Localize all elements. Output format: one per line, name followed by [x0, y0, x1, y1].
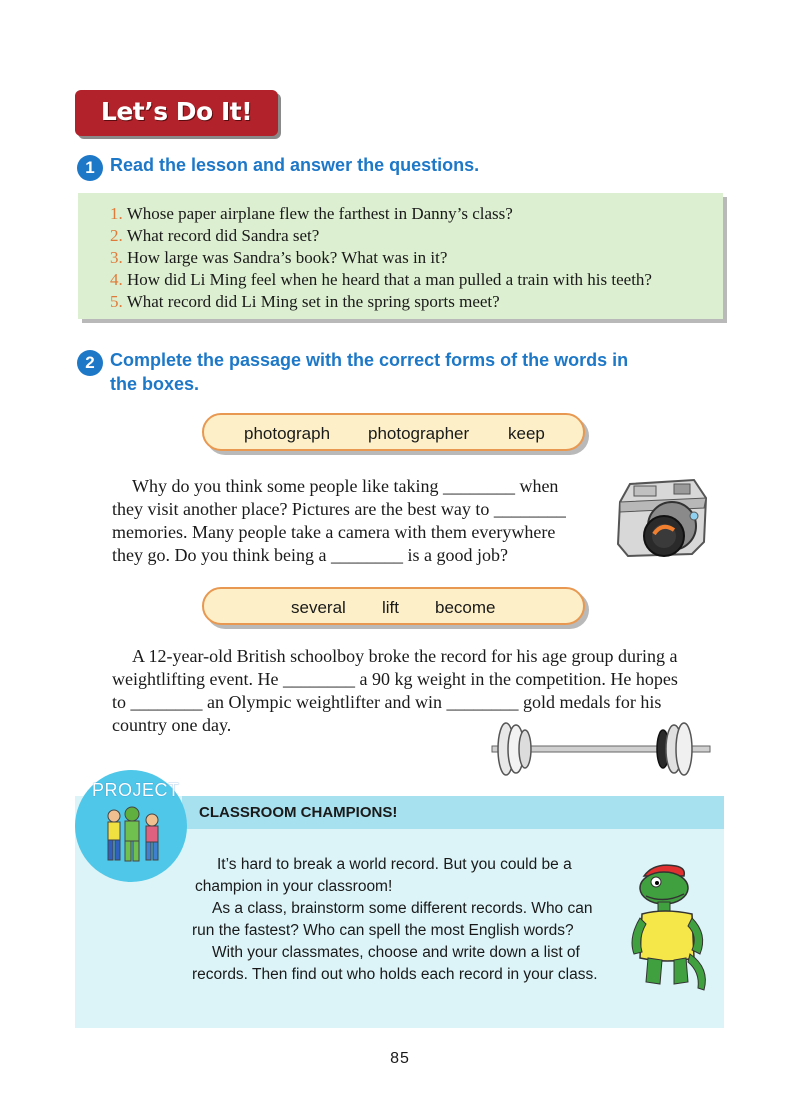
question-item: 2. What record did Sandra set?	[110, 226, 320, 245]
project-line: records. Then find out who holds each record in your class.	[192, 966, 598, 983]
questions-box	[78, 193, 723, 319]
project-line: It’s hard to break a world record. But you could be a	[217, 856, 572, 873]
word-option: become	[435, 598, 496, 617]
dinosaur-mascot-icon	[624, 858, 716, 998]
passage-line: they go. Do you think being a ________ is a good job?	[112, 545, 508, 565]
section-2-heading	[110, 348, 628, 396]
passage-line: Why do you think some people like taking ________ when	[132, 476, 559, 496]
question-item: 4. How did Li Ming feel when he heard that a man pulled a train with his teeth?	[110, 270, 652, 289]
lets-do-it-banner	[75, 90, 278, 136]
project-line: champion in your classroom!	[195, 878, 393, 895]
page-number: 85	[390, 1050, 410, 1067]
banner-title: Let’s Do It!	[100, 97, 253, 126]
barbell-icon	[488, 718, 714, 780]
word-box-2	[202, 587, 585, 625]
section-1-number: 1	[77, 155, 103, 181]
word-option: photographer	[368, 424, 470, 443]
section-2-heading-line: the boxes.	[110, 374, 200, 394]
passage-line: A 12-year-old British schoolboy broke the record for his age group during a	[132, 646, 678, 666]
section-2-number: 2	[77, 350, 103, 376]
passage-line: country one day.	[112, 715, 232, 735]
section-2-heading-line: Complete the passage with the correct forms of the words in	[110, 350, 629, 370]
word-option: several	[291, 598, 346, 617]
passage-line: weightlifting event. He ________ a 90 kg weight in the competition. He hopes	[112, 669, 678, 689]
passage-1	[112, 475, 566, 567]
passage-line: they visit another place? Pictures are the best way to ________	[112, 499, 566, 519]
kids-illustration-icon	[100, 806, 166, 868]
passage-line: memories. Many people take a camera with them everywhere	[112, 522, 556, 542]
camera-icon	[612, 472, 712, 568]
word-box-1	[202, 413, 585, 451]
project-line: As a class, brainstorm some different records. Who can	[212, 900, 593, 917]
word-option: photograph	[244, 424, 331, 443]
section-1-heading: Read the lesson and answer the questions.	[110, 155, 480, 175]
question-item: 3. How large was Sandra’s book? What was in it?	[110, 248, 448, 267]
project-line: With your classmates, choose and write down a list of	[212, 944, 580, 961]
word-option: keep	[508, 424, 545, 443]
question-item: 1. Whose paper airplane flew the farthest in Danny’s class?	[110, 204, 513, 223]
project-label: PROJECT	[92, 780, 180, 800]
question-list	[110, 203, 652, 313]
project-title: CLASSROOM CHAMPIONS!	[199, 804, 398, 821]
question-item: 5. What record did Li Ming set in the spring sports meet?	[110, 292, 500, 311]
passage-line: to ________ an Olympic weightlifter and win ________ gold medals for his	[112, 692, 662, 712]
word-option: lift	[382, 598, 399, 617]
project-line: run the fastest? Who can spell the most English words?	[192, 922, 574, 939]
project-text	[192, 854, 598, 986]
